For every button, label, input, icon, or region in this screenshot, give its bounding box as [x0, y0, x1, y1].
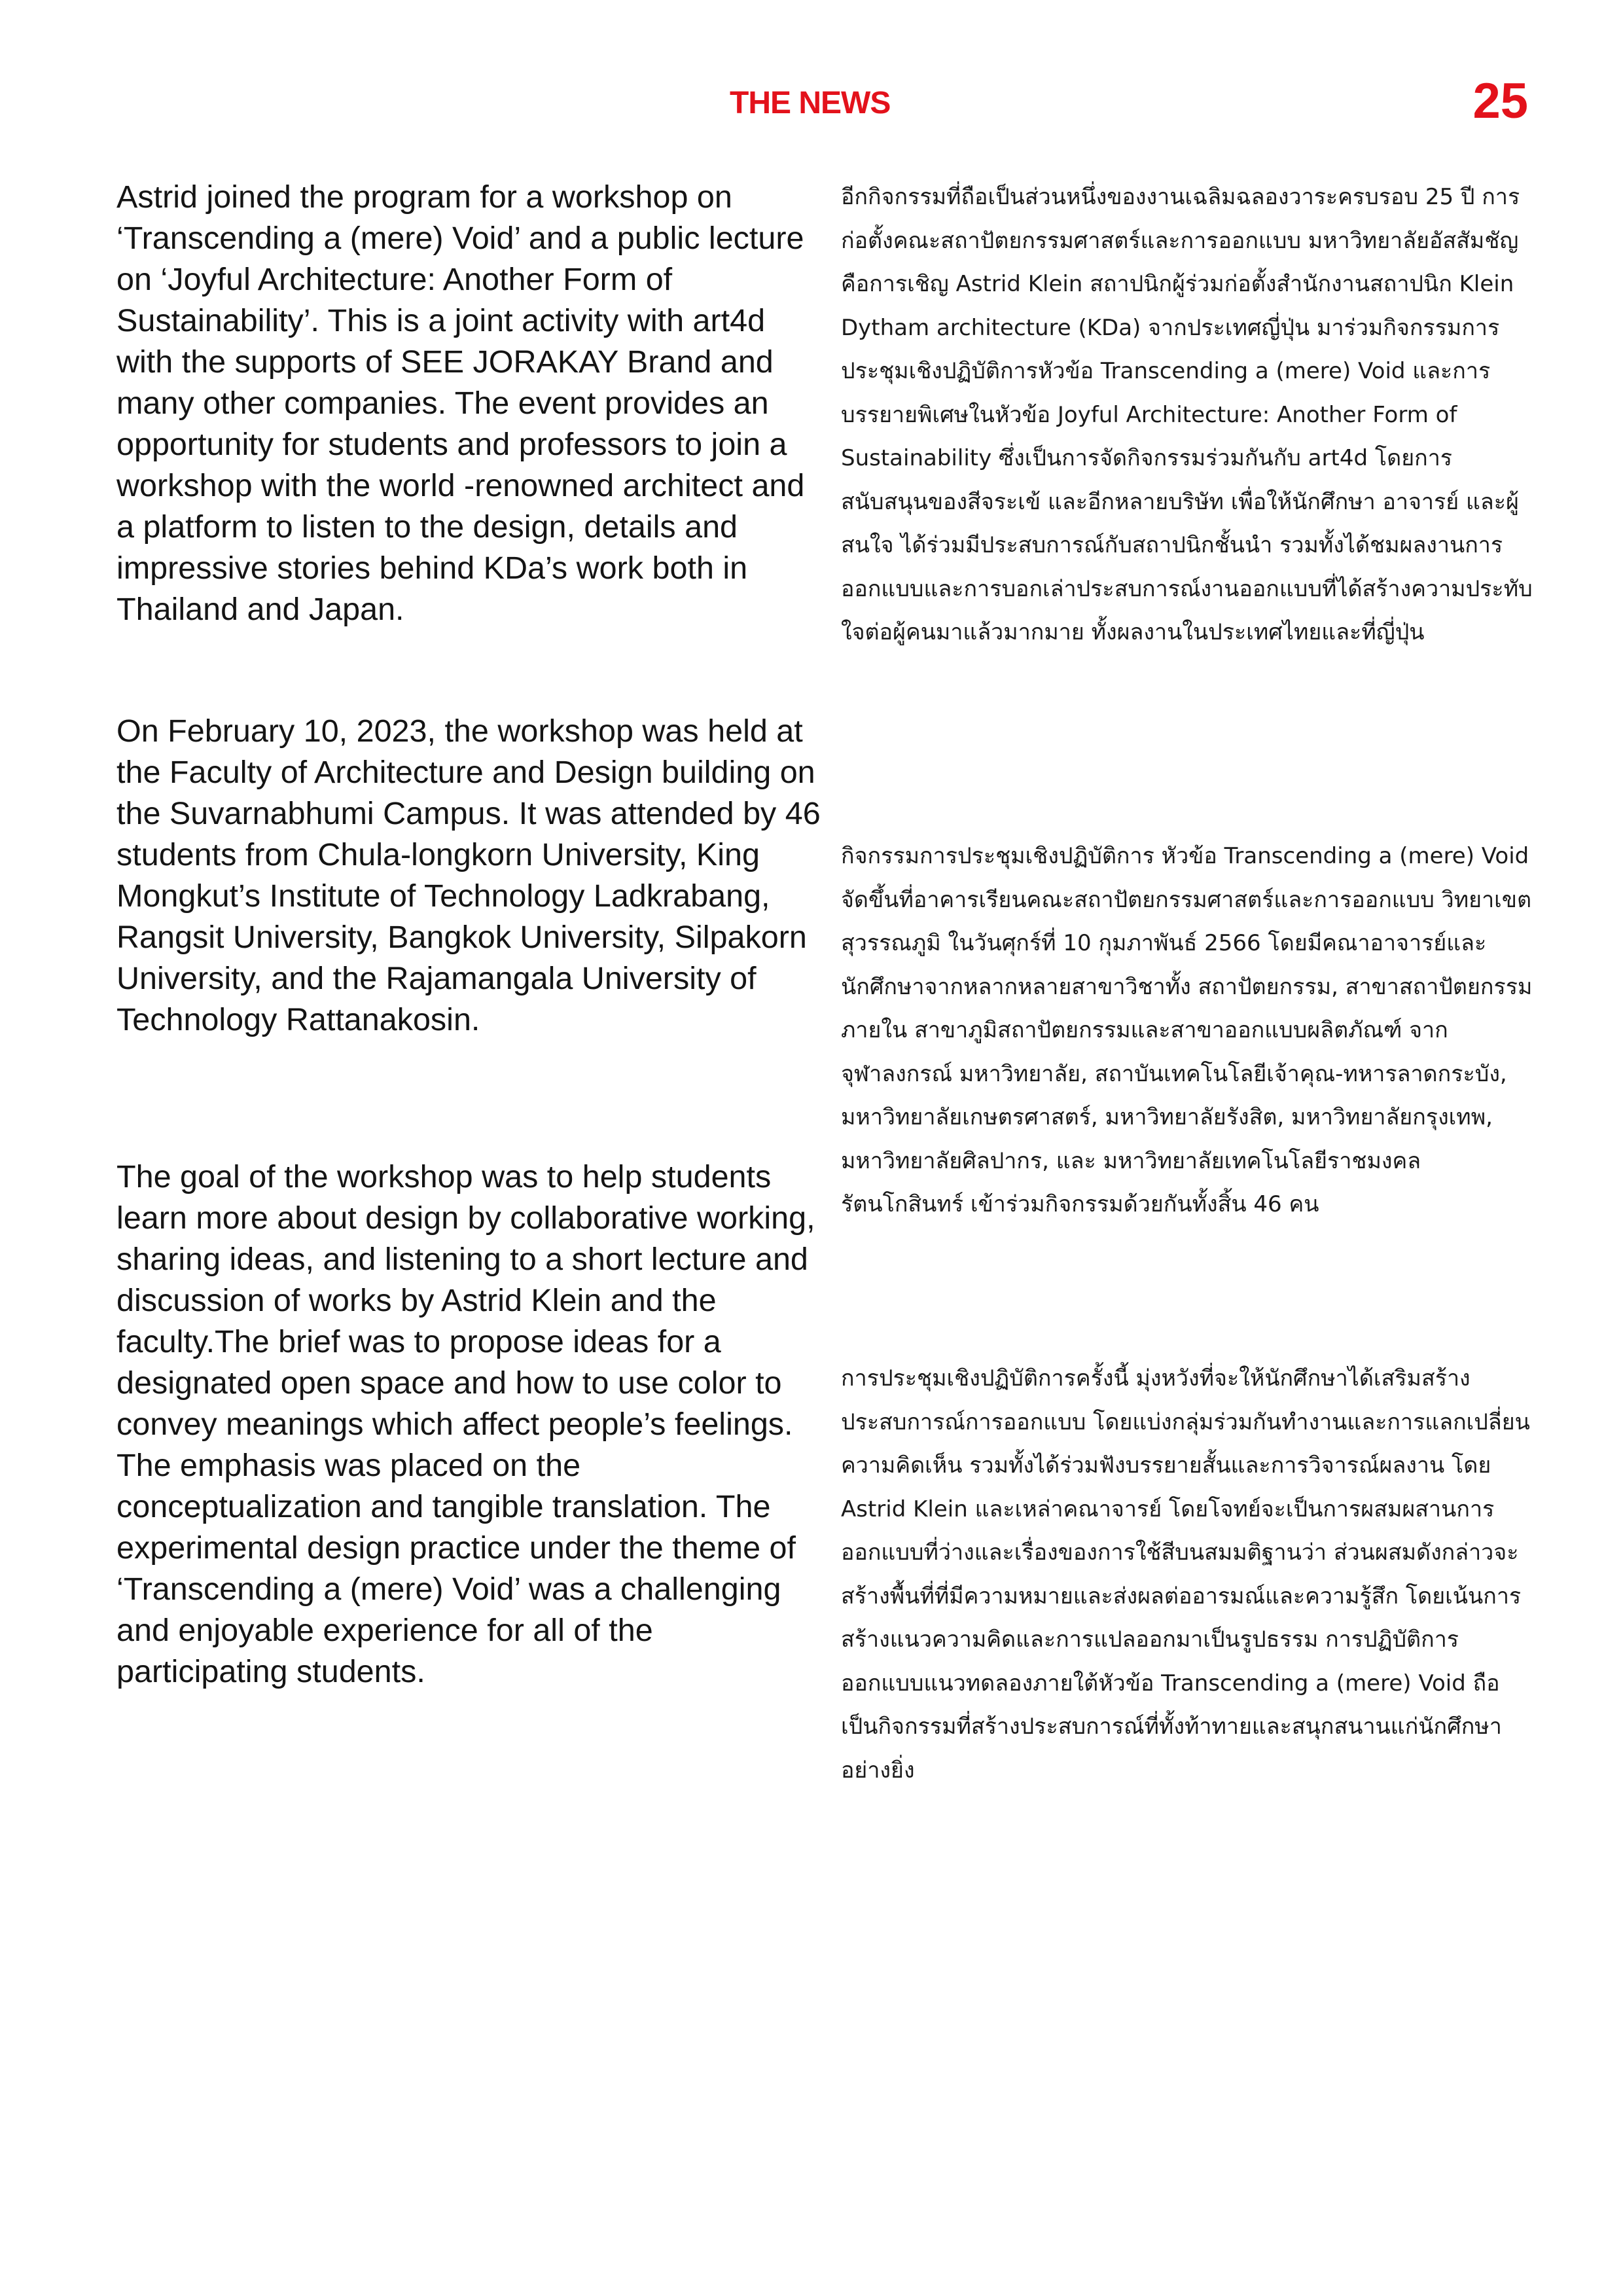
thai-paragraph-2: กิจกรรมการประชุมเชิงปฏิบัติการ หัวข้อ Transcending a (mere) Void จัดขึ้นที่อาคารเรียนคณะสถาปัตยกรรมศาสตร์และการออกแบบ วิทยาเขตสุวรรณภูมิ ในวันศุกร์ที่ 10 กุมภาพันธ์ 2566 โดยมีคณาอาจารย์และนักศึกษาจากหลากหลายสาขาวิชาทั้ง สถาปัตยกรรม, สาขาสถาปัตยกรรมภายใน สาขาภูมิสถาปัตยกรรมและสาขาออกแบบผลิตภัณฑ์ จาก จุฬาลงกรณ์ มหาวิทยาลัย, สถาบันเทคโนโลยีเจ้าคุณ-ทหารลาดกระบัง, มหาวิทยาลัยเกษตรศาสตร์, มหาวิทยาลัยรังสิต, มหาวิทยาลัยกรุงเทพ, มหาวิทยาลัยศิลปากร, และ มหาวิทยาลัยเทคโนโลยีราชมงคลรัตนโกสินทร์ เข้าร่วมกิจกรรมด้วยกันทั้งสิ้น 46 คน — [841, 843, 1533, 1217]
english-paragraph-3: The goal of the workshop was to help students learn more about design by collaborative working, sharing ideas, and listening to a short lecture and discussion of works by Astrid Klein and the faculty.The brief was to propose ideas for a designated open space and how to use color to convey meanings which affect people’s feelings. The emphasis was placed on the conceptualization and tangible translation. The experimental design practice under the theme of ‘Transcending a (mere) Void’ was a challenging and enjoyable experience for all of the participating students. — [116, 1159, 815, 1689]
english-paragraph-2: On February 10, 2023, the workshop was held at the Faculty of Architecture and Design building on the Suvarnabhumi Campus. It was attended by 46 students from Chula-longkorn University, King Mongkut’s Institute of Technology Ladkrabang, Rangsit University, Bangkok University, Silpakorn University, and the Rajamangala University of Technology Rattanakosin. — [116, 713, 821, 1037]
english-paragraph-1: Astrid joined the program for a workshop on ‘Transcending a (mere) Void’ and a public lecture on ‘Joyful Architecture: Another Form of Sustainability’. This is a joint activity with art4d with the supports of SEE JORAKAY Brand and many other companies. The event provides an opportunity for students and professors to join a workshop with the world -renowned architect and a platform to listen to the design, details and impressive stories behind KDa’s work both in Thailand and Japan. — [116, 179, 805, 627]
section-title: THE NEWS — [730, 86, 891, 120]
page-number: 25 — [1472, 73, 1528, 129]
thai-paragraph-1: อีกกิจกรรมที่ถือเป็นส่วนหนึ่งของงานเฉลิมฉลองวาระครบรอบ 25 ปี การก่อตั้งคณะสถาปัตยกรรมศาสตร์และการออกแบบ มหาวิทยาลัยอัสสัมชัญ คือการเชิญ Astrid Klein สถาปนิกผู้ร่วมก่อตั้งสำนักงานสถาปนิก Klein Dytham architecture (KDa) จากประเทศญี่ปุ่น มาร่วมกิจกรรมการประชุมเชิงปฏิบัติการหัวข้อ Transcending a (mere) Void และการบรรยายพิเศษในหัวข้อ Joyful Architecture: Another Form of Sustainability ซึ่งเป็นการจัดกิจกรรมร่วมกันกับ art4d โดยการสนับสนุนของสีจระเข้ และอีกหลายบริษัท เพื่อให้นักศึกษา อาจารย์ และผู้สนใจ ได้ร่วมมีประสบการณ์กับสถาปนิกชั้นนำ รวมทั้งได้ชมผลงานการออกแบบและการบอกเล่าประสบการณ์งานออกแบบที่ได้สร้างความประทับใจต่อผู้คนมาแล้วมากมาย ทั้งผลงานในประเทศไทยและที่ญี่ปุ่น — [841, 184, 1533, 645]
thai-paragraph-3: การประชุมเชิงปฏิบัติการครั้งนี้ มุ่งหวังที่จะให้นักศึกษาได้เสริมสร้างประสบการณ์การออกแบบ โดยแบ่งกลุ่มร่วมกันทำงานและการแลกเปลี่ยนความคิดเห็น รวมทั้งได้ร่วมฟังบรรยายสั้นและการวิจารณ์ผลงาน โดย Astrid Klein และเหล่าคณาจารย์ โดยโจทย์จะเป็นการผสมผสานการออกแบบที่ว่างและเรื่องของการใช้สีบนสมมติฐานว่า ส่วนผสมดังกล่าวจะสร้างพื้นที่ที่มีความหมายและส่งผลต่ออารมณ์และความรู้สึก โดยเน้นการสร้างแนวความคิดและการแปลออกมาเป็นรูปธรรม การปฏิบัติการออกแบบแนวทดลองภายใต้หัวข้อ Transcending a (mere) Void ถือเป็นกิจกรรมที่สร้างประสบการณ์ที่ทั้งท้าทายและสนุกสนานแก่นักศึกษาอย่างยิ่ง — [841, 1365, 1530, 1784]
